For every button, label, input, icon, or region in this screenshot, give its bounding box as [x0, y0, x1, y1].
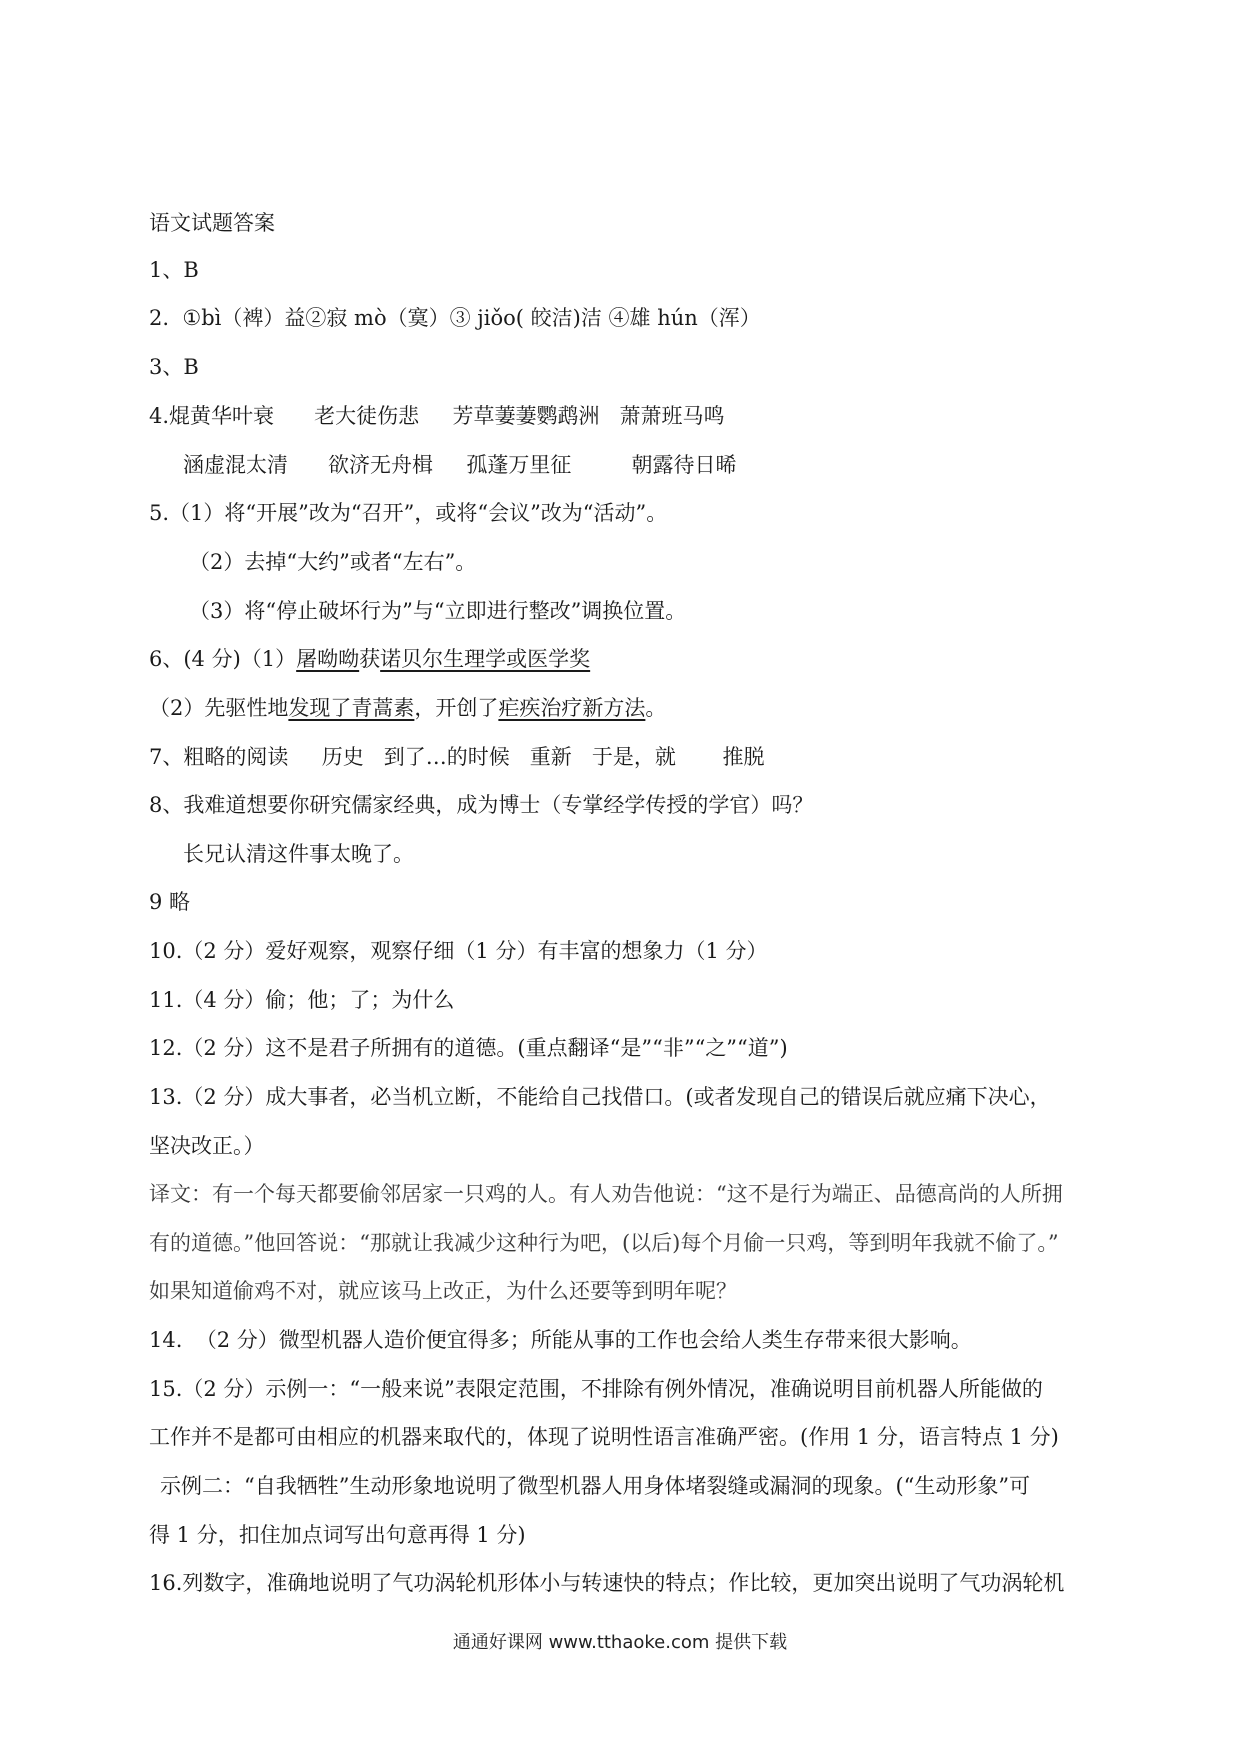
footer-watermark: 通通好课网 www.tthaoke.com 提供下载 [452, 1632, 788, 1653]
answer-line [149, 256, 199, 284]
line-text: 译文：有一个每天都要偷邻居家一只鸡的人。有人劝告他说：“这不是行为端正、品德高尚的人所拥 [149, 1182, 1063, 1206]
line-text: 7、粗略的阅读 历史 到了…的时候 重新 于是，就 推脱 [149, 745, 765, 769]
answer-line [149, 353, 199, 381]
answer-line [149, 1423, 1059, 1451]
underlined-text: 疟疾治疗新方法 [498, 696, 646, 720]
answer-line [149, 645, 590, 673]
answer-line [149, 1569, 1064, 1597]
line-text: 如果知道偷鸡不对，就应该马上改正，为什么还要等到明年呢？ [149, 1279, 737, 1303]
answer-line [149, 694, 666, 722]
line-text: 15.（2 分）示例一：“一般来说”表限定范围，不排除有例外情况，准确说明目前机器人所能做的 [149, 1377, 1043, 1401]
answer-line [160, 1472, 1030, 1500]
line-text: 涵虚混太清 欲济无舟楫 孤蓬万里征 朝露待日晞 [183, 453, 737, 477]
answer-line [149, 937, 768, 965]
line-text: 坚决改正。） [149, 1134, 265, 1158]
line-text: 10.（2 分）爱好观察，观察仔细（1 分）有丰富的想象力（1 分） [149, 939, 768, 963]
document-title: 语文试题答案 [149, 211, 275, 235]
answer-line [149, 1375, 1043, 1403]
line-text: （3）将“停止破坏行为”与“立即进行整改”调换位置。 [189, 599, 687, 623]
line-text: 1、B [149, 258, 199, 282]
line-text: 14. （2 分）微型机器人造价便宜得多；所能从事的工作也会给人类生存带来很大影响。 [149, 1328, 972, 1352]
answer-line [149, 888, 190, 916]
answer-line [149, 986, 454, 1014]
line-text: 长兄认清这件事太晚了。 [183, 842, 414, 866]
line-text: 工作并不是都可由相应的机器来取代的，体现了说明性语言准确严密。(作用 1 分，语言特点 1 分) [149, 1425, 1059, 1449]
line-text: 6、(4 分)（1） [149, 647, 297, 671]
answer-line [189, 597, 686, 625]
line-text: ，开创了 [414, 696, 499, 720]
line-text: 4.焜黄华叶衰 老大徒伤悲 芳草萋萋鹦鹉洲 萧萧班马鸣 [149, 404, 725, 428]
line-text: 16.列数字，准确地说明了气功涡轮机形体小与转速快的特点；作比较，更加突出说明了气功涡轮机 [149, 1571, 1065, 1595]
line-text: 2. ①bì（裨）益②寂 mò（寞）③ jiǒo( 皎洁)洁 ④雄 hún（浑） [149, 306, 761, 330]
underlined-text: 发现了青蒿素 [288, 696, 415, 720]
answer-line [149, 791, 813, 819]
line-text: 13.（2 分）成大事者，必当机立断，不能给自己找借口。(或者发现自己的错误后就应痛下决心， [149, 1085, 1051, 1109]
line-text: 。 [645, 696, 667, 720]
line-text: （2）去掉“大约”或者“左右”。 [189, 550, 477, 574]
answer-line [149, 743, 765, 771]
answer-line [183, 451, 737, 479]
answer-line [149, 1034, 788, 1062]
answer-line [149, 402, 725, 430]
line-text: 有的道德。”他回答说：“那就让我减少这种行为吧，(以后)每个月偷一只鸡，等到明年我就不偷了。” [149, 1231, 1059, 1255]
line-text: 示例二：“自我牺牲”生动形象地说明了微型机器人用身体堵裂缝或漏洞的现象。(“生动形象”可 [160, 1474, 1031, 1498]
line-text: 5.（1）将“开展”改为“召开”，或将“会议”改为“活动”。 [149, 501, 668, 525]
answer-line [149, 1180, 1063, 1208]
line-text: 12.（2 分）这不是君子所拥有的道德。(重点翻译“是”“非”“之”“道”) [149, 1036, 788, 1060]
line-text: 11.（4 分）偷；他；了；为什么 [149, 988, 455, 1012]
underlined-text: 屠呦呦 [296, 647, 360, 671]
line-text: （2）先驱性地 [149, 696, 289, 720]
line-text: 获 [359, 647, 381, 671]
answer-line [183, 840, 414, 868]
answer-line [149, 1326, 972, 1354]
answer-line [149, 499, 667, 527]
answer-line [149, 1083, 1051, 1111]
line-text: 8、我难道想要你研究儒家经典，成为博士（专掌经学传授的学官）吗？ [149, 793, 814, 817]
answer-line [149, 1521, 526, 1549]
underlined-text: 诺贝尔生理学或医学奖 [380, 647, 591, 671]
answer-line [149, 1132, 265, 1160]
answer-line [189, 548, 476, 576]
answer-line [149, 304, 761, 332]
answer-line [149, 1277, 737, 1305]
line-text: 9 略 [149, 890, 191, 914]
answer-line [149, 1229, 1059, 1257]
line-text: 得 1 分，扣住加点词写出句意再得 1 分) [149, 1523, 526, 1547]
line-text: 3、B [149, 355, 199, 379]
